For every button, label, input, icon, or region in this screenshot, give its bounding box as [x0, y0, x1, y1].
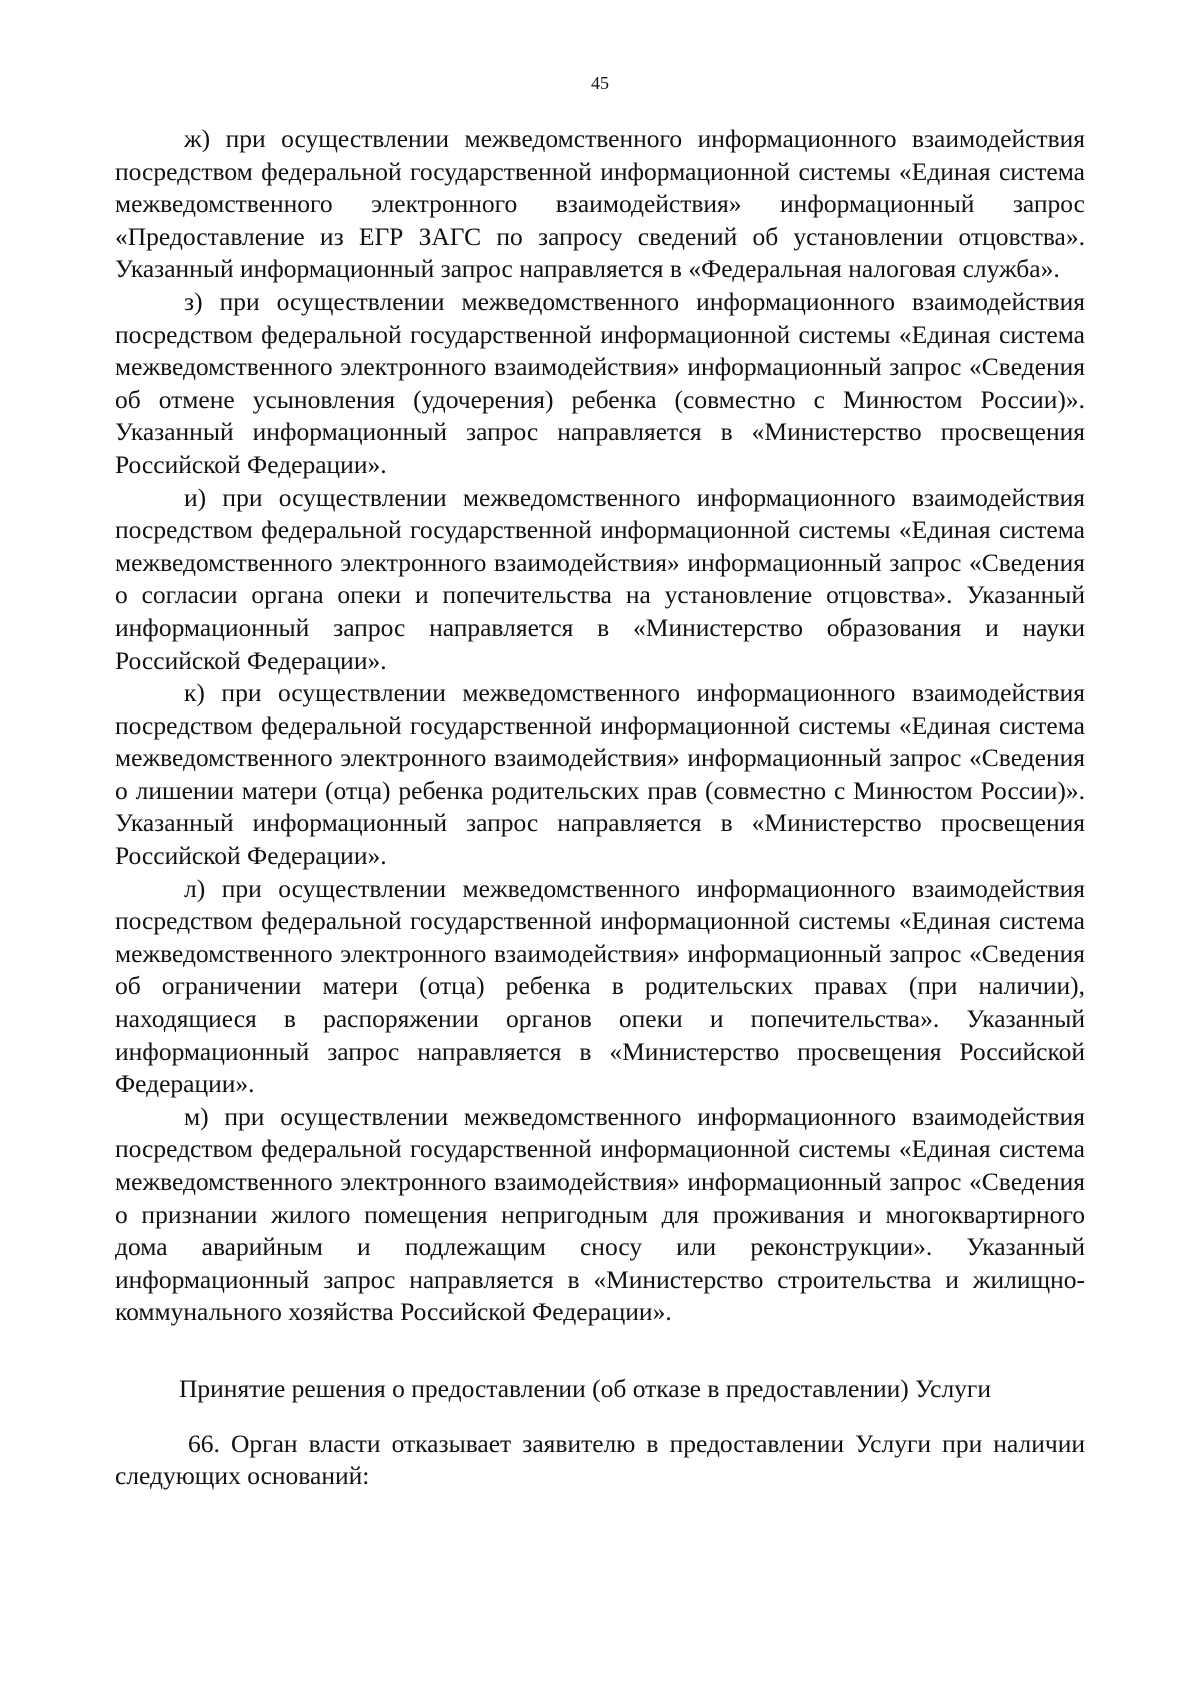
- paragraph-66: 66. Орган власти отказывает заявителю в предоставлении Услуги при наличии следующих оснований:: [115, 1428, 1085, 1491]
- paragraph-z: з) при осуществлении межведомственного информационного взаимодействия посредством федеральной государственной информационной системы «Единая система межведомственного электронного взаимодействия» информационный запрос «Сведения об отмене усыновления (удочерения) ребенка (совместно с Минюстом России)». Указанный информационный запрос направляется в «Министерство просвещения Российской Федерации».: [115, 286, 1085, 479]
- document-body: [115, 123, 1085, 1493]
- paragraph-k: к) при осуществлении межведомственного информационного взаимодействия посредством федеральной государственной информационной системы «Единая система межведомственного электронного взаимодействия» информационный запрос «Сведения о лишении матери (отца) ребенка родительских прав (совместно с Минюстом России)». Указанный информационный запрос направляется в «Министерство просвещения Российской Федерации».: [115, 678, 1085, 871]
- section-heading: Принятие решения о предоставлении (об отказе в предоставлении) Услуги: [179, 1373, 992, 1403]
- paragraph-l: л) при осуществлении межведомственного информационного взаимодействия посредством федеральной государственной информационной системы «Единая система межведомственного электронного взаимодействия» информационный запрос «Сведения об ограничении матери (отца) ребенка в родительских правах (при наличии), находящиеся в распоряжении органов опеки и попечительства». Указанный информационный запрос направляется в «Министерство просвещения Российской Федерации».: [115, 873, 1085, 1099]
- paragraph-i: и) при осуществлении межведомственного информационного взаимодействия посредством федеральной государственной информационной системы «Единая система межведомственного электронного взаимодействия» информационный запрос «Сведения о согласии органа опеки и попечительства на установление отцовства». Указанный информационный запрос направляется в «Министерство образования и науки Российской Федерации».: [115, 482, 1085, 675]
- page-number: 45: [591, 73, 609, 93]
- paragraph-zh: ж) при осуществлении межведомственного информационного взаимодействия посредством федеральной государственной информационной системы «Единая система межведомственного электронного взаимодействия» информационный запрос «Предоставление из ЕГР ЗАГС по запросу сведений об установлении отцовства». Указанный информационный запрос направляется в «Федеральная налоговая служба».: [115, 124, 1085, 284]
- paragraph-m: м) при осуществлении межведомственного информационного взаимодействия посредством федеральной государственной информационной системы «Единая система межведомственного электронного взаимодействия» информационный запрос «Сведения о признании жилого помещения непригодным для проживания и многоквартирного дома аварийным и подлежащим сносу или реконструкции». Указанный информационный запрос направляется в «Министерство строительства и жилищно-коммунального хозяйства Российской Федерации».: [115, 1101, 1085, 1327]
